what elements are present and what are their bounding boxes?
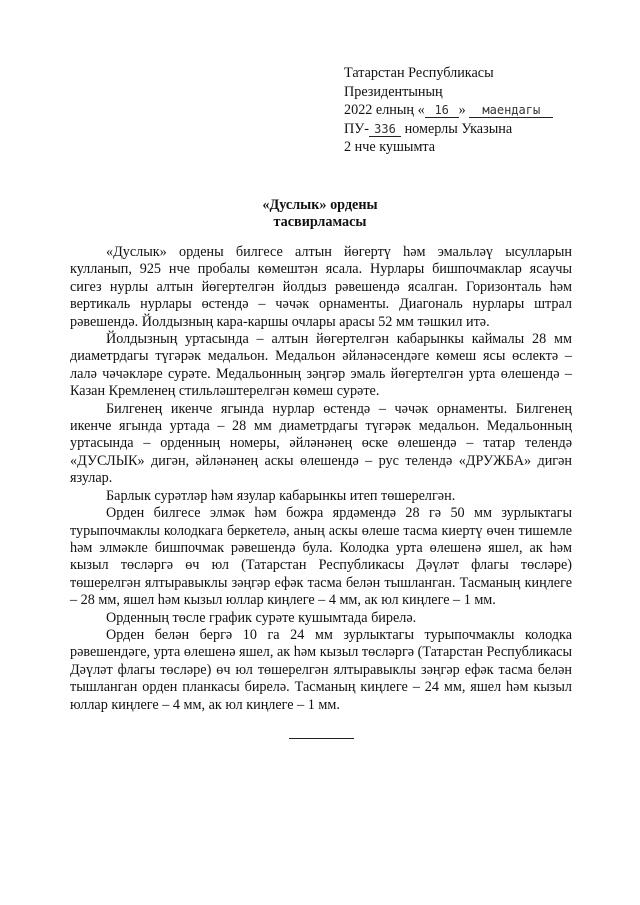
header-president: Президентының [344,83,443,100]
paragraph: Барлык сурәтләр һәм язулар кабарынкы итеп төшерелгән. [106,487,456,504]
paragraph: Орден белән бергә 10 га 24 мм зурлыктагы турыпочмаклы колодка рәвешендәге, урта өлешенә яшел, ак һәм кызыл төсләргә (Татарстан Республикасы Дәүләт флагы төсләре) өч юл төшерелгән ялтыравыклы зәңгәр ефәк тасма белән тышланган орден планкасы бирелә. Тасманың киңлеге – 24 мм, яшел һәм кызыл юллар киңлеге – 4 мм, ак юл киңлеге – 1 мм. [70,626,572,713]
header-date [344,101,604,120]
paragraph: Билгенең икенче ягында нурлар өстендә – чәчәк орнаменты. Билгенең икенче ягында уртада – 28 мм диаметрдагы түгәрәк медальон. Медальонның уртасында – орденның номеры, әйләнәнең өске өлешендә – татар телендә «ДУСЛЫК» дигән, әйләнәнең аскы өлешендә – рус телендә «ДРУЖБА» дигән язулар. [70,400,572,487]
document-body [70,244,572,714]
document-title: «Дуслык» ордены [262,197,378,213]
paragraph: Орденның төсле график сурәте кушымтада бирелә. [106,609,417,626]
handwritten-month: маендагы [469,103,553,118]
paragraph: Йолдызның уртасында – алтын йөгертелгән кабарынкы каймалы 28 мм диаметрдагы түгәрәк медальон. Медальон әйләнәсендәге көмеш ясы өслектә – лалә чәчәкләре сурәте. Медальонның зәңгәр эмаль йөгертелгән урта өлешендә – Казан Кремленең стильләштерелгән көмеш сурәте. [70,331,572,400]
header-day-close: » [458,102,466,118]
handwritten-number: 336 [369,122,401,137]
header-decree-number [344,120,604,139]
paragraph: Орден билгесе элмәк һәм божра ярдәмендә 28 гә 50 мм зурлыктагы турыпочмаклы колодкага беркетелә, аның аскы өлеше тасма киертү өчен тишемле һәм элмәкле бишпочмак рәвешендә була. Колодка урта өлешенә яшел, ак һәм кызыл төсләргә өч юл (Татарстан Республикасы Дәүләт флагы төсләре) төшерелгән ялтыравыклы зәңгәр ефәк тасма белән тышланган. Тасманың киңлеге – 28 мм, яшел һәм кызыл юллар киңлеге – 4 мм, ак юл киңлеге – 1 мм. [70,505,572,609]
header-pu-suffix: номерлы Указына [404,120,513,137]
header-republic: Татарстан Республикасы [344,65,494,81]
decree-header [344,64,604,157]
document-subtitle: тасвирламасы [273,214,367,230]
handwritten-day: 16 [425,103,459,118]
paragraph: «Дуслык» ордены билгесе алтын йөгертү һәм эмальләү ысулларын кулланып, 925 нче пробалы көмештән ясала. Нурлары бишпочмаклар ясаучы сигез нурлы алтын йөгертелгән йолдыз рәвешендә ясалган. Горизонталь һәм вертикаль нурлары өстендә – чәчәк орнаменты. Диагональ нурлары штрал рәвешендә. Йолдызның кара-каршы очлары арасы 52 мм тәшкил итә. [70,244,572,330]
header-appendix: 2 нче кушымта [344,139,436,155]
header-year-prefix: 2022 елның « [344,102,425,118]
header-pu-prefix: ПУ- [344,120,370,137]
end-separator-line [289,738,354,739]
